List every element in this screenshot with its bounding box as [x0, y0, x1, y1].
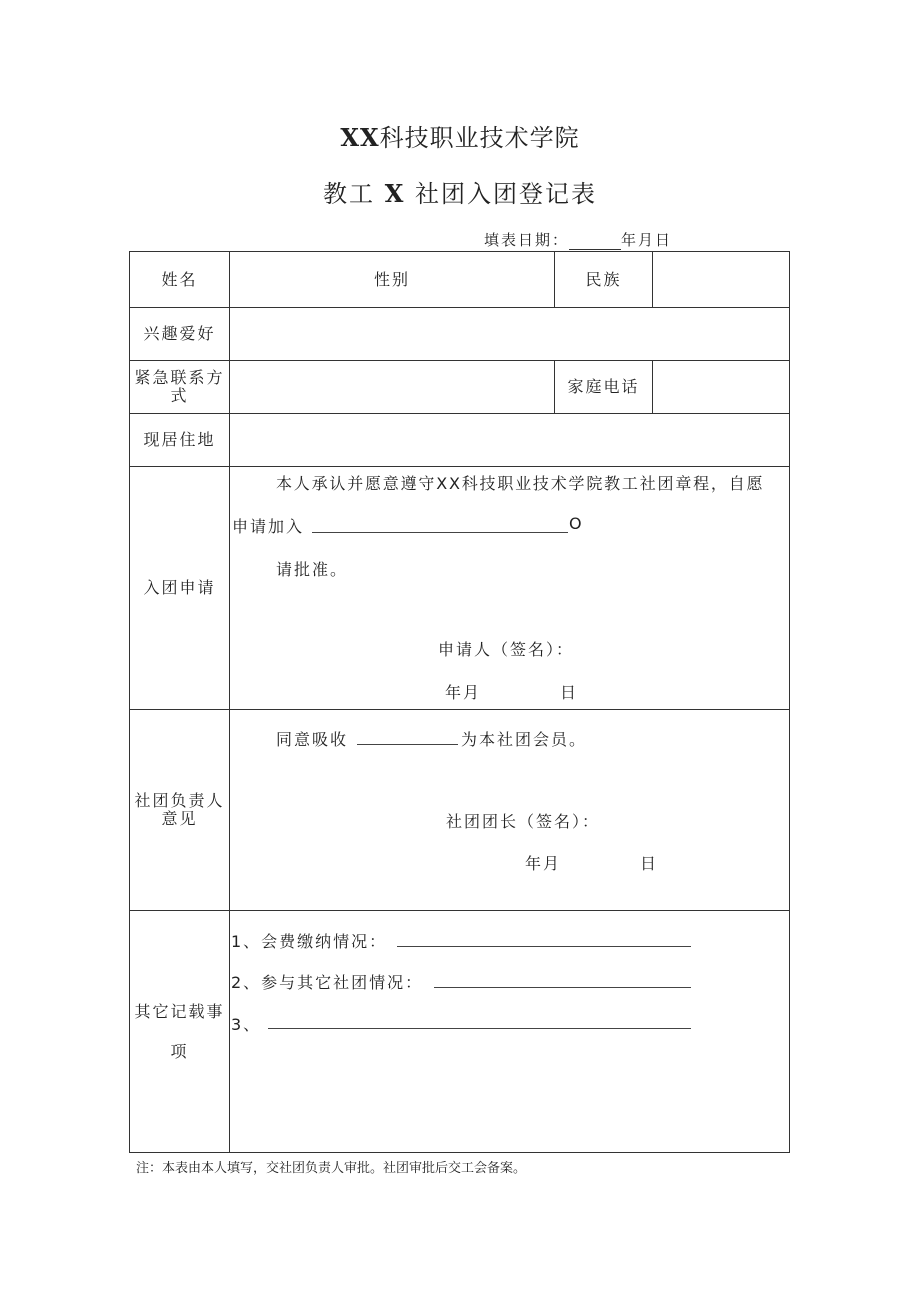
application-label: 入团申请	[143, 578, 216, 597]
ethnicity-label: 民族	[585, 269, 622, 289]
ethnicity-field[interactable]	[653, 252, 789, 307]
approval-request: 请批准。	[276, 560, 349, 579]
application-statement: 本人承认并愿意遵守XX科技职业技术学院教工社团章程，自愿	[276, 474, 765, 493]
form-title-part-a: 教工	[323, 180, 376, 208]
applicant-date-year-month: 年月	[445, 683, 482, 702]
leader-opinion-label: 社团负责人意见	[134, 791, 225, 828]
other-clubs-label: 2、参与其它社团情况：	[231, 973, 424, 992]
hobby-field[interactable]	[230, 308, 789, 360]
table-border-bottom	[129, 1152, 790, 1153]
apply-join-label: 申请加入	[232, 517, 305, 536]
table-border-right	[789, 251, 790, 1152]
club-name-blank[interactable]	[312, 532, 568, 533]
fill-date-label: 填表日期：	[484, 231, 570, 249]
form-title	[0, 174, 920, 209]
form-title-part-c: 社团入团登记表	[414, 180, 597, 208]
footer-note: 注：本表由本人填写，交社团负责人审批。社团审批后交工会备案。	[136, 1161, 527, 1176]
college-title-prefix: XX	[340, 123, 380, 152]
home-phone-field[interactable]	[653, 361, 789, 413]
leader-signature-label: 社团团长（签名）：	[446, 812, 601, 831]
name-label: 姓名	[161, 269, 198, 289]
fill-date-suffix: 年月日	[621, 231, 673, 249]
apply-join-suffix: O	[569, 514, 584, 533]
fill-date	[484, 229, 672, 250]
fill-date-blank[interactable]	[569, 235, 621, 250]
applicant-date-day: 日	[560, 683, 579, 702]
member-name-blank[interactable]	[357, 744, 458, 745]
fee-payment-blank[interactable]	[397, 946, 691, 947]
gender-label: 性别	[373, 269, 410, 289]
hobby-label: 兴趣爱好	[143, 324, 216, 343]
emergency-contact-label: 紧急联系方式	[134, 368, 225, 405]
form-title-part-b: X	[384, 179, 406, 208]
other-records-label: 其它记载事项	[134, 1001, 225, 1061]
applicant-signature-label: 申请人（签名）：	[438, 640, 575, 659]
item-3-label: 3、	[231, 1015, 262, 1034]
leader-date-year-month: 年月	[525, 854, 562, 873]
accept-member-suffix: 为本社团会员。	[461, 730, 588, 749]
leader-date-day: 日	[640, 854, 659, 873]
college-title-rest: 科技职业技术学院	[379, 124, 580, 152]
fee-payment-label: 1、会费缴纳情况：	[231, 932, 388, 951]
home-phone-label: 家庭电话	[567, 377, 640, 396]
item-3-blank[interactable]	[268, 1028, 691, 1029]
other-clubs-blank[interactable]	[434, 987, 691, 988]
accept-member-label: 同意吸收	[276, 730, 349, 749]
address-field[interactable]	[230, 414, 789, 466]
college-title	[0, 118, 920, 153]
emergency-contact-field[interactable]	[230, 361, 554, 413]
address-label: 现居住地	[143, 430, 216, 449]
